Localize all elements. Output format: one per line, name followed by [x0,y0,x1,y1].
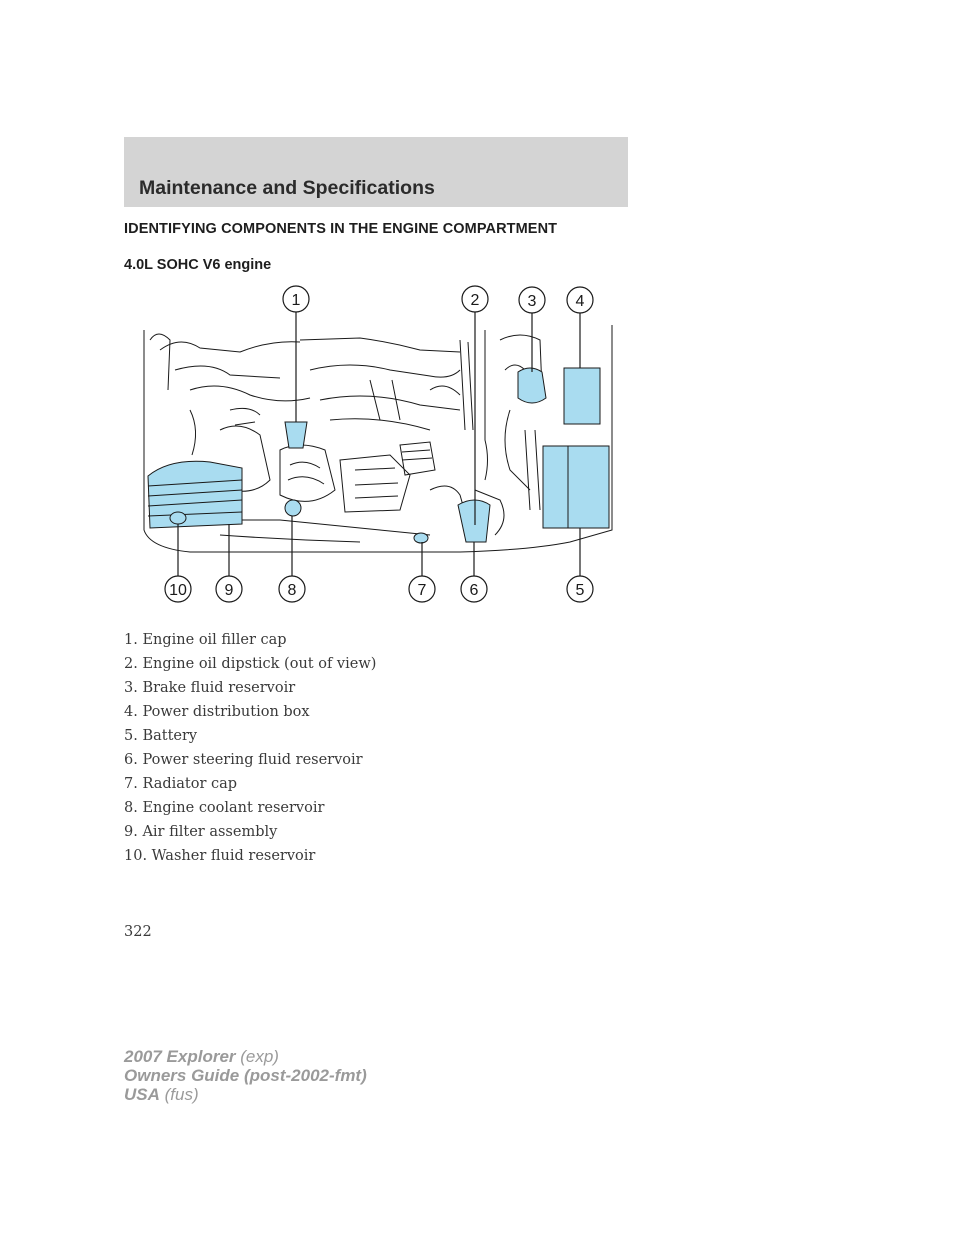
section-title: Maintenance and Specifications [139,177,435,199]
list-item: 10. Washer fluid reservoir [124,848,316,864]
footer-market: USA [124,1085,160,1104]
callout-marker [519,287,545,313]
callout-marker [279,576,305,602]
washer-fluid-reservoir-shape [170,512,186,524]
power-distribution-box-shape [564,368,600,424]
callout-label: 7 [417,582,427,599]
callout-label: 2 [470,292,480,309]
callout-label: 8 [287,582,297,599]
callout-marker [165,576,191,602]
callout-marker [567,287,593,313]
list-item: 7. Radiator cap [124,776,238,792]
footer-market-code: (fus) [159,1085,199,1104]
list-item: 1. Engine oil filler cap [124,632,287,648]
callout-label: 3 [527,293,537,310]
list-item: 6. Power steering fluid reservoir [124,752,363,768]
brake-fluid-reservoir-shape [518,368,546,403]
footer-guide: Owners Guide (post-2002-fmt) [124,1066,367,1085]
radiator-cap-shape [414,533,428,543]
callout-marker [567,576,593,602]
callout-marker [409,576,435,602]
oil-filler-cap-shape [285,422,307,448]
page-heading: IDENTIFYING COMPONENTS IN THE ENGINE COMPARTMENT [124,221,558,237]
callout-marker [283,286,309,312]
callout-marker [461,576,487,602]
document-footer [124,1047,367,1104]
callout-label: 1 [291,292,301,309]
footer-model: 2007 Explorer [124,1047,236,1066]
callout-marker [462,286,488,312]
engine-compartment-diagram [130,280,630,610]
callout-label: 6 [469,582,479,599]
component-list [124,629,376,869]
power-steering-reservoir-shape [458,500,490,542]
footer-model-code: (exp) [235,1047,279,1066]
list-item: 4. Power distribution box [124,704,310,720]
coolant-reservoir-shape [285,500,301,516]
callout-label: 5 [575,582,585,599]
list-item: 9. Air filter assembly [124,824,278,840]
callout-marker [216,576,242,602]
list-item: 8. Engine coolant reservoir [124,800,325,816]
engine-subheading: 4.0L SOHC V6 engine [124,257,272,273]
footer-line-3 [124,1085,367,1104]
list-item: 3. Brake fluid reservoir [124,680,296,696]
callout-label: 4 [575,293,585,310]
list-item: 5. Battery [124,728,198,744]
footer-line-1 [124,1047,367,1066]
page-number: 322 [124,924,152,940]
list-item: 2. Engine oil dipstick (out of view) [124,656,377,672]
callout-label: 9 [224,582,234,599]
highlighted-components [148,368,609,543]
footer-line-2 [124,1066,367,1085]
callout-label: 10 [169,582,187,599]
battery-shape [543,446,609,528]
